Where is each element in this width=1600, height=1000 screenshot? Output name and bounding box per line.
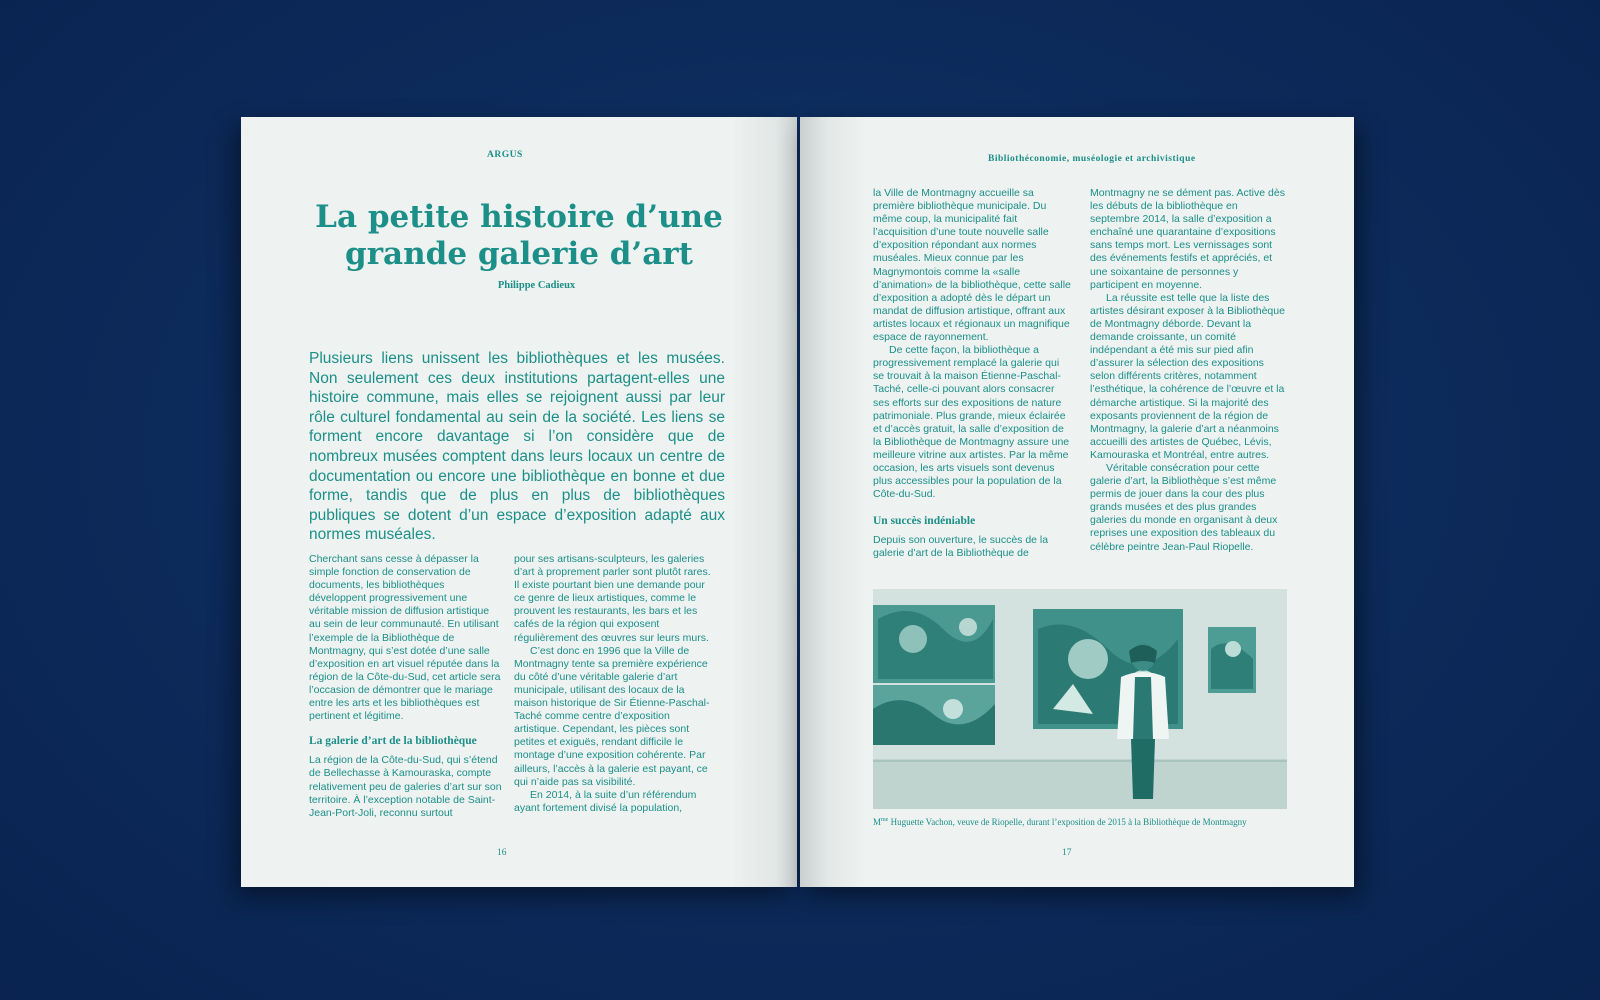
running-head-left: ARGUS: [487, 150, 523, 160]
article-lead: Plusieurs liens unissent les bibliothèques et les musées. Non seulement ces deux institutions partagent-elles une histoire commune, mais elles se rejoignent aussi par leur rôle culturel fondamental au sein de la société. Les liens se forment encore davantage si l’on considère que de nombreux musées comptent dans leurs locaux un centre de documentation ou encore une bibliothèque en bonne et due forme, tandis que de plus en plus de bibliothèques publiques se dotent d’un espace d’exposition adapté aux normes muséales.: [309, 350, 725, 544]
caption-superscript: me: [881, 817, 889, 823]
left-column-1: [309, 553, 502, 820]
page-number-right: 17: [1062, 848, 1072, 858]
article-author: Philippe Cadieux: [497, 280, 576, 291]
gallery-photo-illustration: [873, 589, 1287, 809]
paragraph: Cherchant sans cesse à dépasser la simple fonction de conservation de documents, les bibliothèques développent progressivement une véritable mission de diffusion artistique au sein de leur communauté. En utilisant l’exemple de la Bibliothèque de Montmagny, qui s’est dotée d’une salle d’exposition en art visuel réputée dans la région de la Côte-du-Sud, cet article sera l’occasion de démontrer que le mariage entre les arts et les bibliothèques est pertinent et légitime.: [309, 553, 501, 723]
caption-text: Huguette Vachon, veuve de Riopelle, durant l’exposition de 2015 à la Bibliothèque de Montmagny: [888, 817, 1247, 827]
paragraph: pour ses artisans-sculpteurs, les galeries d’art à proprement parler sont plutôt rares. Il existe pourtant bien une demande pour ce genre de lieux artistiques, comme le prouvent les restaurants, les bars et les cafés de la région qui exposent régulièrement des œuvres sur leurs murs.: [514, 553, 711, 644]
left-column-2: [514, 553, 714, 815]
paragraph: Véritable consécration pour cette galerie d’art, la Bibliothèque s’est même permis de jouer dans la cour des plus grands musées et des plus grandes galeries du monde en organisant à deux reprises une exposition des tableaux du célèbre peintre Jean-Paul Riopelle.: [1090, 461, 1278, 553]
paragraph: La réussite est telle que la liste des artistes désirant exposer à la Bibliothèque de Montmagny déborde. Devant la demande croissante, un comité indépendant a été mis sur pied afin d’assurer la sélection des expositions selon différents critères, notamment l’esthétique, la cohérence de l’œuvre et la démarche artistique. Si la majorité des exposants proviennent de la région de Montmagny, la galerie d’art a néanmoins accueilli des artistes de Québec, Lévis, Kamouraska et Montréal, entre autres.: [1090, 291, 1285, 461]
page-number-left: 16: [497, 848, 507, 858]
right-page: [800, 117, 1354, 887]
right-column-1: [873, 187, 1071, 561]
paragraph: La région de la Côte-du-Sud, qui s’étend de Bellechasse à Kamouraska, compte relativement peu de galeries d’art sur son territoire. À l’exception notable de Saint-Jean-Port-Joli, reconnu surtout: [309, 754, 502, 819]
paragraph: De cette façon, la bibliothèque a progressivement remplacé la galerie qui se trouvait à la maison Étienne-Paschal-Taché, celle-ci pouvant alors consacrer ses efforts sur des expositions de nature patrimoniale. Plus grande, mieux éclairée et d’accès gratuit, la salle d’exposition de la Bibliothèque de Montmagny assure une meilleure vitrine aux artistes. Par la même occasion, les arts visuels sont devenus plus accessibles pour la population de la Côte-du-Sud.: [873, 344, 1070, 501]
left-page: [241, 117, 797, 887]
photo-caption: [873, 817, 1313, 827]
section-heading: Un succès indéniable: [873, 515, 976, 528]
paragraph: Montmagny ne se dément pas. Active dès les débuts de la bibliothèque en septembre 2014, la salle d’exposition a enchaîné une quarantaine d’expositions sans temps mort. Les vernissages sont des événements festifs et appréciés, et une soixantaine de personnes y participent en moyenne.: [1090, 187, 1285, 291]
caption-prefix: M: [873, 817, 882, 827]
paragraph: la Ville de Montmagny accueille sa première bibliothèque municipale. Du même coup, la municipalité fait l’acquisition d’une toute nouvelle salle d’exposition répondant aux normes muséales. Mieux connue par les Magnymontois comme la «salle d’animation» de la bibliothèque, cette salle d’exposition a adopté dès le départ un mandat de diffusion artistique, offrant aux artistes locaux et régionaux un magnifique espace de rayonnement.: [873, 187, 1071, 344]
section-heading: La galerie d’art de la bibliothèque: [309, 735, 477, 748]
article-title: La petite histoire d’une grande galerie d’art: [315, 199, 723, 272]
running-head-right: Bibliothéconomie, muséologie et archivistique: [988, 154, 1196, 164]
paragraph: C’est donc en 1996 que la Ville de Montmagny tente sa première expérience du côté d’une véritable galerie d’art municipale, utilisant des locaux de la maison historique de Sir Étienne-Paschal-Taché comme centre d’exposition artistique. Cependant, les pièces sont petites et exiguës, rendant difficile le montage d’une exposition cohérente. Par ailleurs, l’accès à la galerie est payant, ce qui n’aide pas sa visibilité.: [514, 644, 710, 788]
paragraph: En 2014, à la suite d’un référendum ayant fortement divisé la population,: [514, 788, 697, 814]
gallery-photo: [873, 589, 1287, 809]
paragraph: Depuis son ouverture, le succès de la galerie d’art de la Bibliothèque de: [873, 534, 1049, 560]
right-column-2: [1090, 187, 1288, 554]
